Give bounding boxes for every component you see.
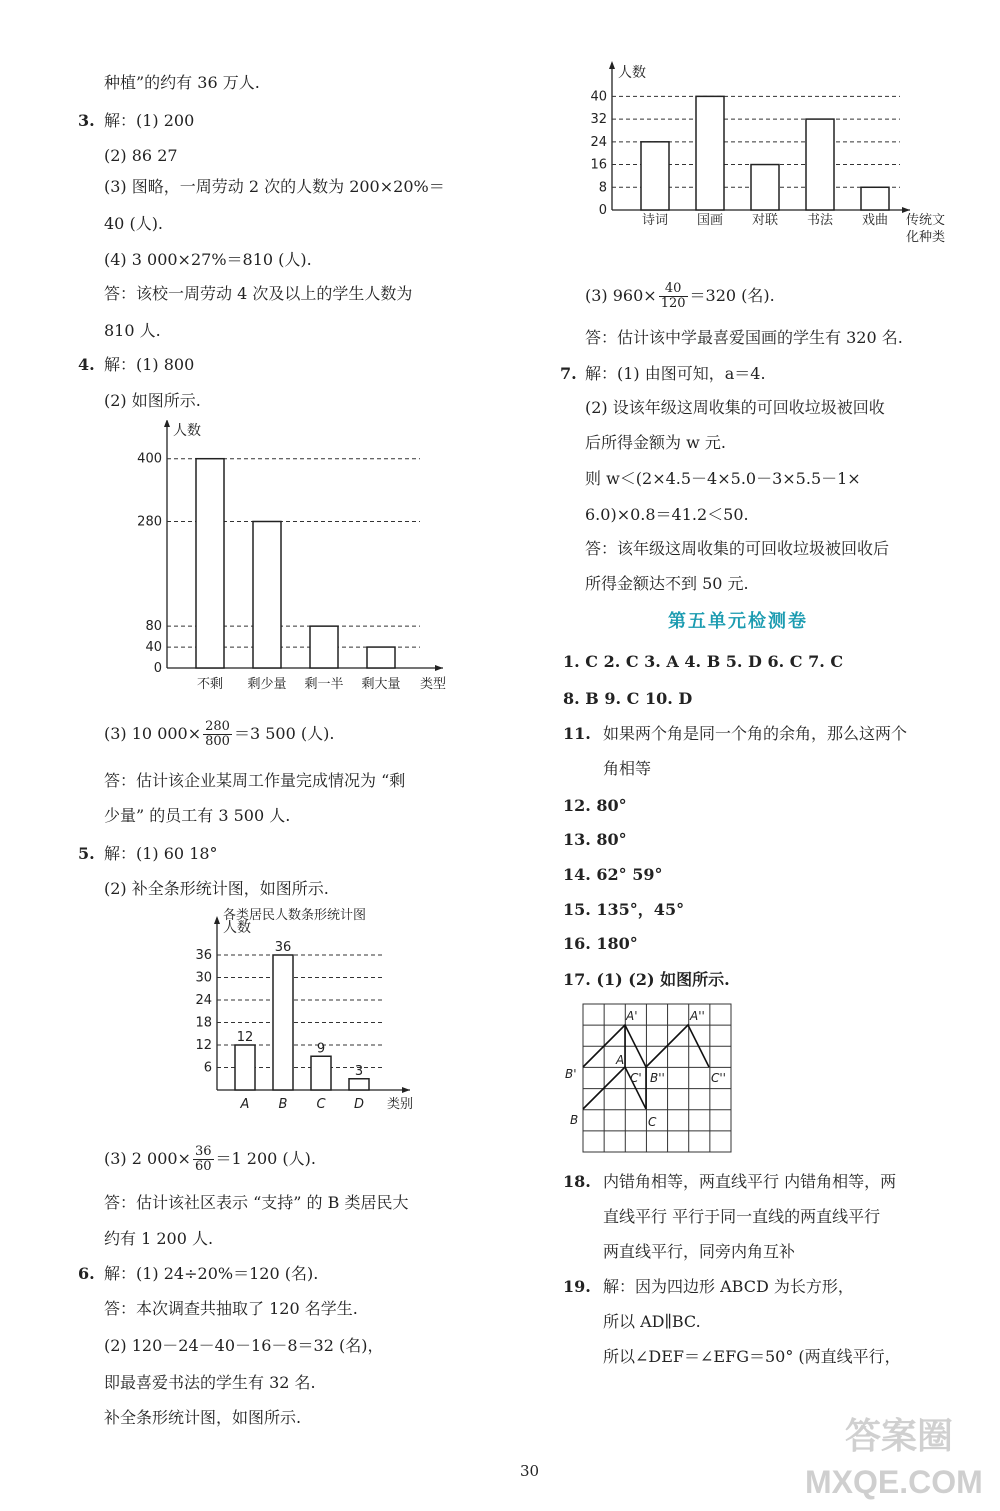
y-tick-label: 12 <box>195 1038 212 1053</box>
answer-line: 解：(1) 60 18° <box>104 844 218 863</box>
grid-label: C' <box>630 1071 642 1085</box>
answer-line: 则 w＜(2×4.5－4×5.0－3×5.5－1× <box>585 469 861 488</box>
x-tick-label: 不剩 <box>196 677 224 692</box>
x-tick-label: C <box>316 1097 326 1112</box>
answer-line: 即最喜爱书法的学生有 32 名. <box>104 1373 316 1392</box>
answer-line: 14. 62° 59° <box>563 865 663 884</box>
answer-line: 少量” 的员工有 3 500 人. <box>104 806 291 825</box>
answer-line: 8. B 9. C 10. D <box>563 689 693 708</box>
question-number: 7. <box>560 364 577 383</box>
bar <box>806 119 834 210</box>
answer-line: 1. C 2. C 3. A 4. B 5. D 6. C 7. C <box>563 652 844 671</box>
bar <box>311 1056 331 1090</box>
text-line: 种植”的约有 36 万人. <box>104 73 260 92</box>
x-axis-label: 类型 <box>420 677 447 692</box>
bar <box>861 187 889 210</box>
question-number: 5. <box>78 844 95 863</box>
y-tick-label: 16 <box>590 157 607 173</box>
bar <box>253 521 281 668</box>
answer-line: 答：估计该社区表示 “支持” 的 B 类居民大 <box>104 1193 409 1212</box>
grid-label: B' <box>565 1067 577 1081</box>
data-label: 36 <box>274 940 292 955</box>
answer-line: (3) 960× $\frac{40}{120}$ ＝320 (名). <box>585 281 775 311</box>
y-tick-label: 30 <box>195 970 212 986</box>
x-tick-label: 诗词 <box>641 213 669 228</box>
answer-line: 内错角相等，两直线平行 内错角相等，两 <box>603 1172 897 1191</box>
bar <box>235 1045 255 1090</box>
answer-line: (2) 86 27 <box>104 146 178 165</box>
answer-line: 解：(1) 由图可知，a＝4. <box>585 364 766 383</box>
answer-line: 如果两个角是同一个角的余角，那么这两个 <box>603 724 908 743</box>
grid-label: C'' <box>711 1071 726 1085</box>
answer-line: 16. 180° <box>563 934 638 953</box>
answer-line: 答：估计该企业某周工作量完成情况为 “剩 <box>104 771 406 790</box>
x-tick-label: 对联 <box>751 213 779 228</box>
answer-line: 所以∠DEF＝∠EFG＝50° (两直线平行， <box>603 1347 901 1366</box>
answer-line: 解：(1) 200 <box>104 111 195 130</box>
y-axis-label: 人数 <box>618 65 646 81</box>
data-label: 12 <box>236 1030 254 1045</box>
bar <box>196 459 224 668</box>
grid-label: A' <box>626 1009 638 1023</box>
x-tick-label: A <box>240 1097 250 1112</box>
y-tick-label: 280 <box>137 514 162 530</box>
bar <box>349 1079 369 1090</box>
y-axis-arrow <box>609 61 615 69</box>
question-number: 6. <box>78 1264 95 1283</box>
answer-line: 所得金额达不到 50 元. <box>585 574 749 593</box>
x-tick-label: D <box>353 1097 365 1112</box>
watermark-logo: 答案圈 <box>845 1415 954 1456</box>
answer-line: 17. (1) (2) 如图所示. <box>563 970 730 989</box>
y-axis-label: 人数 <box>173 423 201 439</box>
bar <box>367 647 395 668</box>
data-label: 3 <box>354 1063 364 1079</box>
y-tick-label: 80 <box>145 619 162 635</box>
section-title: 第五单元检测卷 <box>668 611 808 632</box>
x-axis-label: 化种类 <box>906 230 946 245</box>
answer-line: 后所得金额为 w 元. <box>585 433 726 452</box>
answer-line: 810 人. <box>104 321 161 340</box>
chart-residents <box>175 905 435 1120</box>
x-axis-label: 类别 <box>387 1097 414 1112</box>
y-axis-label: 人数 <box>223 920 251 936</box>
grid-label: B <box>570 1113 579 1127</box>
chart-culture-types <box>580 60 970 255</box>
x-tick-label: 剩大量 <box>361 677 401 692</box>
answer-line: 答：该校一周劳动 4 次及以上的学生人数为 <box>104 284 413 303</box>
answer-line: 6.0)×0.8＝41.2＜50. <box>585 505 749 524</box>
answer-line: 答：估计该中学最喜爱国画的学生有 320 名. <box>585 328 903 347</box>
answer-line: 解：因为四边形 ABCD 为长方形， <box>603 1277 854 1296</box>
bar <box>641 142 669 210</box>
answer-line: (4) 3 000×27%＝810 (人). <box>104 250 312 269</box>
answer-line: (2) 120－24－40－16－8＝32 (名)， <box>104 1336 384 1355</box>
y-tick-label: 0 <box>153 661 162 676</box>
answer-line: (3) 2 000× $\frac{36}{60}$ ＝1 200 (人). <box>104 1144 316 1174</box>
x-tick-label: 国画 <box>696 213 724 228</box>
answer-line: 40 (人). <box>104 214 164 233</box>
grid-figure <box>560 998 740 1158</box>
chart-work-amount <box>130 420 460 695</box>
grid-label: C <box>648 1115 657 1129</box>
answer-line: 15. 135°，45° <box>563 900 685 919</box>
data-label: 9 <box>316 1041 326 1057</box>
grid-label: A'' <box>690 1009 705 1023</box>
answer-line: (3) 图略，一周劳动 2 次的人数为 200×20%＝ <box>104 177 445 196</box>
x-tick-label: 书法 <box>806 213 834 228</box>
x-axis-label: 传统文 <box>906 213 946 228</box>
y-tick-label: 24 <box>195 993 212 1008</box>
y-tick-label: 6 <box>203 1060 212 1076</box>
y-tick-label: 8 <box>598 180 607 196</box>
question-number: 19. <box>563 1277 591 1296</box>
bar <box>310 626 338 668</box>
x-axis-arrow <box>435 665 443 671</box>
question-number: 3. <box>78 111 95 130</box>
x-tick-label: B <box>278 1097 288 1112</box>
question-number: 11. <box>563 724 591 743</box>
answer-line: 两直线平行，同旁内角互补 <box>603 1242 796 1261</box>
question-number: 18. <box>563 1172 591 1191</box>
answer-line: 直线平行 平行于同一直线的两直线平行 <box>603 1207 881 1226</box>
answer-line: 答：本次调查共抽取了 120 名学生. <box>104 1299 358 1318</box>
answer-line: 解：(1) 24÷20%＝120 (名). <box>104 1264 319 1283</box>
bar <box>751 165 779 210</box>
x-tick-label: 剩少量 <box>247 677 287 692</box>
y-tick-label: 24 <box>590 134 607 150</box>
chart-title: 各类居民人数条形统计图 <box>223 908 367 923</box>
answer-line: 所以 AD∥BC. <box>603 1312 701 1331</box>
answer-line: 12. 80° <box>563 796 627 815</box>
question-number: 4. <box>78 355 95 374</box>
watermark-text: MXQE.COM <box>805 1464 983 1500</box>
answer-line: (2) 设该年级这周收集的可回收垃圾被回收 <box>585 398 885 417</box>
answer-line: 13. 80° <box>563 830 627 849</box>
y-tick-label: 40 <box>145 640 162 656</box>
bar <box>696 96 724 210</box>
y-tick-label: 40 <box>590 89 607 105</box>
y-tick-label: 0 <box>598 203 607 218</box>
answer-line: 解：(1) 800 <box>104 355 195 374</box>
x-axis-arrow <box>402 1087 410 1093</box>
page-number: 30 <box>520 1462 540 1480</box>
grid-label: B'' <box>650 1071 665 1085</box>
grid-label: A <box>616 1053 625 1067</box>
answer-line: 答：该年级这周收集的可回收垃圾被回收后 <box>585 539 890 558</box>
answer-line: (2) 如图所示. <box>104 391 201 410</box>
x-tick-label: 戏曲 <box>861 213 889 228</box>
answer-line: 补全条形统计图，如图所示. <box>104 1408 302 1427</box>
answer-line: 角相等 <box>603 759 652 778</box>
answer-line: (2) 补全条形统计图，如图所示. <box>104 879 329 898</box>
answer-line: 约有 1 200 人. <box>104 1229 214 1248</box>
y-tick-label: 18 <box>195 1015 212 1031</box>
answer-line: (3) 10 000× $\frac{280}{800}$ ＝3 500 (人). <box>104 719 335 749</box>
y-tick-label: 400 <box>137 451 162 467</box>
y-tick-label: 32 <box>590 112 607 128</box>
y-tick-label: 36 <box>195 948 212 963</box>
bar <box>273 955 293 1090</box>
x-tick-label: 剩一半 <box>304 677 344 692</box>
y-axis-arrow <box>164 420 170 427</box>
y-axis-arrow <box>214 916 220 924</box>
